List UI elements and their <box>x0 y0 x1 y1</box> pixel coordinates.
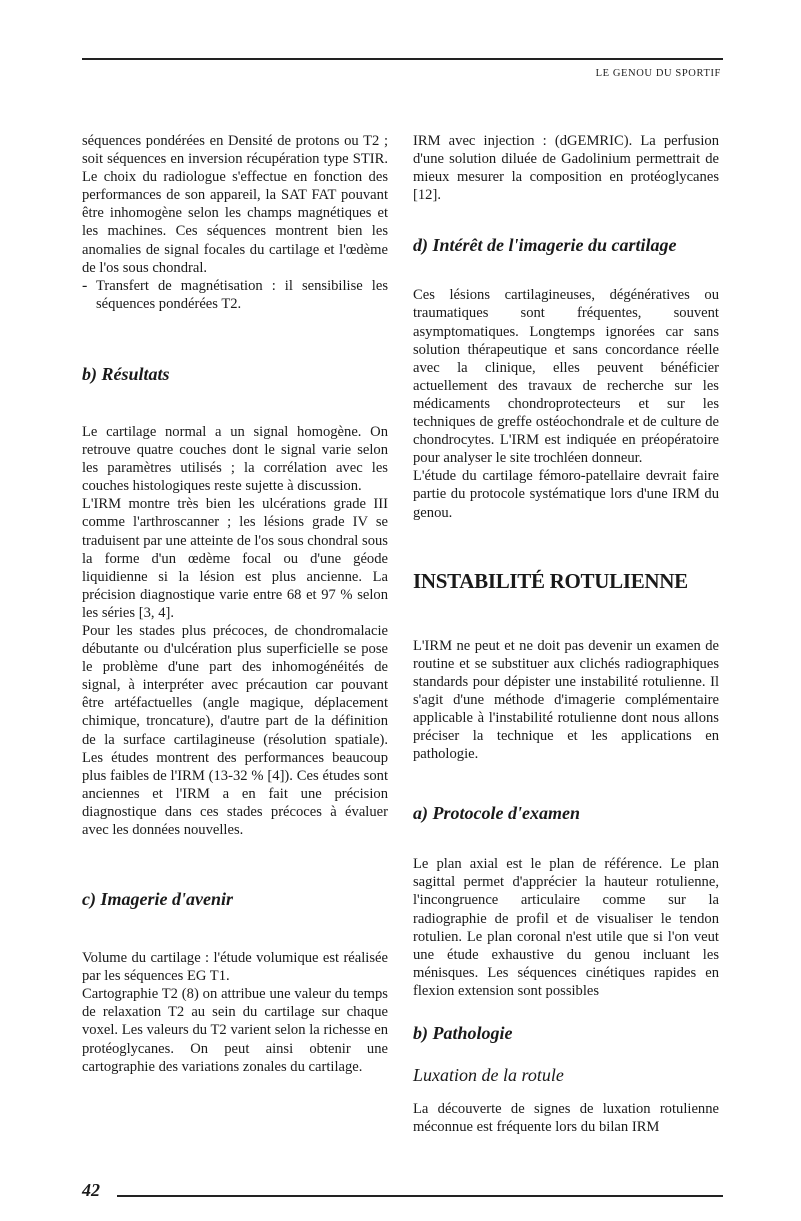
heading-interet-imagerie: d) Intérêt de l'imagerie du cartilage <box>413 235 677 256</box>
top-rule <box>82 58 723 60</box>
bottom-rule <box>117 1195 723 1197</box>
right-column <box>413 132 719 1136</box>
heading-resultats: b) Résultats <box>82 363 170 384</box>
paragraph-protocole: Le plan axial est le plan de référence. Le plan sagittal permet d'apprécier la hauteur rotulienne, l'incongruence articulaire comme sur la radiographie de profil et de visualiser le tendon rotulien. Le plan coronal n'est utile que si l'on veut une étude exhaustive du genou incluant les ménisques. Les séquences cinétiques rapides en flexion extension sont possibles <box>413 856 719 999</box>
paragraph-luxation: La découverte de signes de luxation rotulienne méconnue est fréquente lors du bilan IRM <box>413 1101 719 1136</box>
subheading-luxation: Luxation de la rotule <box>413 1065 564 1085</box>
page-number: 42 <box>82 1180 100 1200</box>
paragraph-dgemric: IRM avec injection : (dGEMRIC). La perfusion d'une solution diluée de Gadolinium permettrait de mieux mesurer la composition en protéoglycanes [12]. <box>413 133 719 204</box>
paragraph-b3: Pour les stades plus précoces, de chondromalacie débutante ou d'ulcération plus superficielle se pose le problème d'une part des inhomogénéités de signal, à interpréter avec précaution car pouvant être artéfactuelles (angle magique, déplacement chimique, troncature), d'autre part de la définition de la surface cartilagineuse (résolution spatiale). Les études montrent des performances beaucoup plus faibles de l'IRM (13-32 % [4]). Ces études sont anciennes et l'IRM a en fait une précision diagnostique dans ces stades précoces à évaluer avec les données nouvelles. <box>82 622 388 838</box>
paragraph-c1: Volume du cartilage : l'étude volumique est réalisée par les séquences EG T1. <box>82 950 388 985</box>
bullet-marker: - <box>82 276 88 294</box>
running-title: LE GENOU DU SPORTIF <box>595 68 721 79</box>
paragraph-d1: Ces lésions cartilagineuses, dégénératives ou traumatiques sont fréquentes, souvent asymptomatiques. Longtemps ignorées car sans solution thérapeutique et sans concordance réelle avec la clinique, elles peuvent bénéficier actuellement des travaux de recherche sur les médicaments chondroprotecteurs et sur les techniques de greffe ostéochondrale et de culture de chondrocytes. L'IRM est indiquée en préopératoire pour analyser le site trochléen donneur. <box>413 287 719 467</box>
paragraph-b2: L'IRM montre très bien les ulcérations grade III comme l'arthroscanner ; les lésions grade IV se traduisent par une atteinte de l'os sous chondral sous la forme d'un œdème focal ou d'une géode liquidienne si la lésion est plus ancienne. La précision diagnostique varie entre 68 et 97 % selon les séries [3, 4]. <box>82 496 388 621</box>
left-column <box>82 132 388 1076</box>
paragraph-d2: L'étude du cartilage fémoro-patellaire devrait faire partie du protocole systématique lors d'une IRM du genou. <box>413 468 719 521</box>
heading-imagerie-avenir: c) Imagerie d'avenir <box>82 889 233 910</box>
heading-protocole-examen: a) Protocole d'examen <box>413 803 580 824</box>
paragraph-c2: Cartographie T2 (8) on attribue une valeur du temps de relaxation T2 au sein du cartilage sur chaque voxel. Les valeurs du T2 varient selon la richesse en protéoglycanes. On peut ainsi obtenir une cartographie des variations zonales du cartilage. <box>82 986 388 1075</box>
section-title: INSTABILITÉ ROTULIENNE <box>413 568 688 593</box>
paragraph-intro: séquences pondérées en Densité de protons ou T2 ; soit séquences en inversion récupération type STIR. Le choix du radiologue s'effectue en fonction des performances de son appareil, la SAT FAT pouvant être inhomogène selon les champs magnétiques et les machines. Ces séquences montrent bien les anomalies de signal focales du cartilage et l'œdème de l'os sous chondral. <box>82 133 388 276</box>
paragraph-b1: Le cartilage normal a un signal homogène. On retrouve quatre couches dont le signal varie selon les paramètres utilisés ; la corrélation avec les couches histologiques reste sujette à discussion. <box>82 423 388 495</box>
paragraph-instabilite: L'IRM ne peut et ne doit pas devenir un examen de routine et se substituer aux clichés radiographiques standards pour dépister une instabilité rotulienne. Il s'agit d'une méthode d'imagerie complémentaire applicable à l'instabilité rotulienne dont nous allons préciser la technique et les applications en pathologie. <box>413 637 719 763</box>
bullet-item <box>82 277 388 313</box>
heading-pathologie: b) Pathologie <box>413 1023 513 1043</box>
bullet-text: Transfert de magnétisation : il sensibilise les séquences pondérées T2. <box>96 277 388 312</box>
